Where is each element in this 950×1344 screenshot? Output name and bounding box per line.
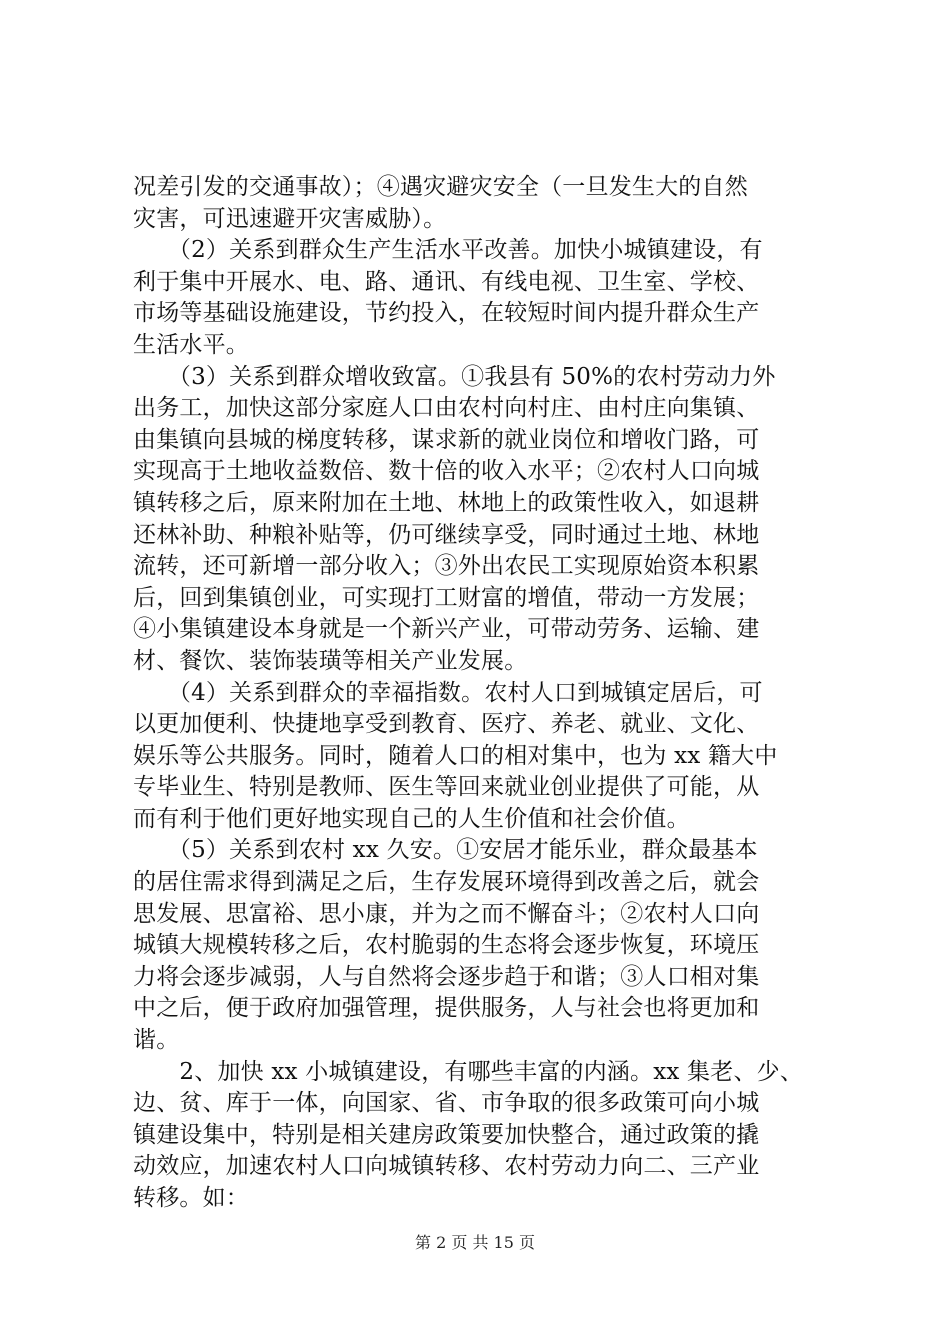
text-line: 思发展、思富裕、思小康，并为之而不懈奋斗；②农村人口向 — [133, 900, 760, 927]
text-line: 城镇大规模转移之后，农村脆弱的生态将会逐步恢复，环境压 — [133, 932, 760, 959]
body-text — [133, 172, 833, 1215]
text-line: （4）关系到群众的幸福指数。农村人口到城镇定居后，可 — [133, 679, 763, 706]
text-line: 实现高于土地收益数倍、数十倍的收入水平；②农村人口向城 — [133, 458, 760, 485]
text-line: 2、加快 xx 小城镇建设，有哪些丰富的内涵。xx 集老、少、 — [133, 1058, 804, 1085]
text-line: 流转，还可新增一部分收入；③外出农民工实现原始资本积累 — [133, 553, 760, 580]
text-line: 材、餐饮、装饰装璜等相关产业发展。 — [133, 647, 528, 674]
text-line: 出务工，加快这部分家庭人口由农村向村庄、由村庄向集镇、 — [133, 395, 760, 422]
text-line: 力将会逐步减弱，人与自然将会逐步趋于和谐；③人口相对集 — [133, 963, 760, 990]
text-line: 专毕业生、特别是教师、医生等回来就业创业提供了可能，从 — [133, 774, 760, 801]
text-line: （2）关系到群众生产生活水平改善。加快小城镇建设，有 — [133, 237, 763, 264]
text-line: 边、贫、库于一体，向国家、省、市争取的很多政策可向小城 — [133, 1090, 760, 1117]
text-line: 谐。 — [133, 1027, 180, 1054]
text-line: 还林补助、种粮补贴等，仍可继续享受，同时通过土地、林地 — [133, 521, 760, 548]
text-line: 娱乐等公共服务。同时，随着人口的相对集中，也为 xx 籍大中 — [133, 742, 778, 769]
text-line: 灾害，可迅速避开灾害威胁）。 — [133, 205, 447, 232]
text-line: 况差引发的交通事故）；④遇灾避灾安全（一旦发生大的自然 — [133, 174, 748, 200]
text-line: 而有利于他们更好地实现自己的人生价值和社会价值。 — [133, 805, 690, 832]
text-line: ④小集镇建设本身就是一个新兴产业，可带动劳务、运输、建 — [133, 616, 760, 643]
text-line: 市场等基础设施建设，节约投入，在较短时间内提升群众生产 — [133, 300, 760, 327]
text-line: 利于集中开展水、电、路、通讯、有线电视、卫生室、学校、 — [133, 268, 760, 295]
text-line: 由集镇向县城的梯度转移，谋求新的就业岗位和增收门路，可 — [133, 426, 760, 453]
text-line: 的居住需求得到满足之后，生存发展环境得到改善之后，就会 — [133, 869, 760, 896]
text-line: 镇建设集中，特别是相关建房政策要加快整合，通过政策的撬 — [133, 1121, 760, 1148]
text-line: 镇转移之后，原来附加在土地、林地上的政策性收入，如退耕 — [133, 489, 760, 516]
text-line: （3）关系到群众增收致富。①我县有 50%的农村劳动力外 — [133, 363, 776, 390]
text-line: 转移。如： — [133, 1185, 249, 1211]
text-line: 后，回到集镇创业，可实现打工财富的增值，带动一方发展； — [133, 584, 760, 611]
page-number-footer: 第 2 页 共 15 页 — [415, 1233, 535, 1252]
text-line: （5）关系到农村 xx 久安。①安居才能乐业，群众最基本 — [133, 837, 758, 864]
text-line: 动效应，加速农村人口向城镇转移、农村劳动力向二、三产业 — [133, 1153, 760, 1180]
text-line: 以更加便利、快捷地享受到教育、医疗、养老、就业、文化、 — [133, 711, 760, 738]
text-line: 中之后，便于政府加强管理，提供服务，人与社会也将更加和 — [133, 995, 760, 1022]
text-line: 生活水平。 — [133, 331, 249, 358]
